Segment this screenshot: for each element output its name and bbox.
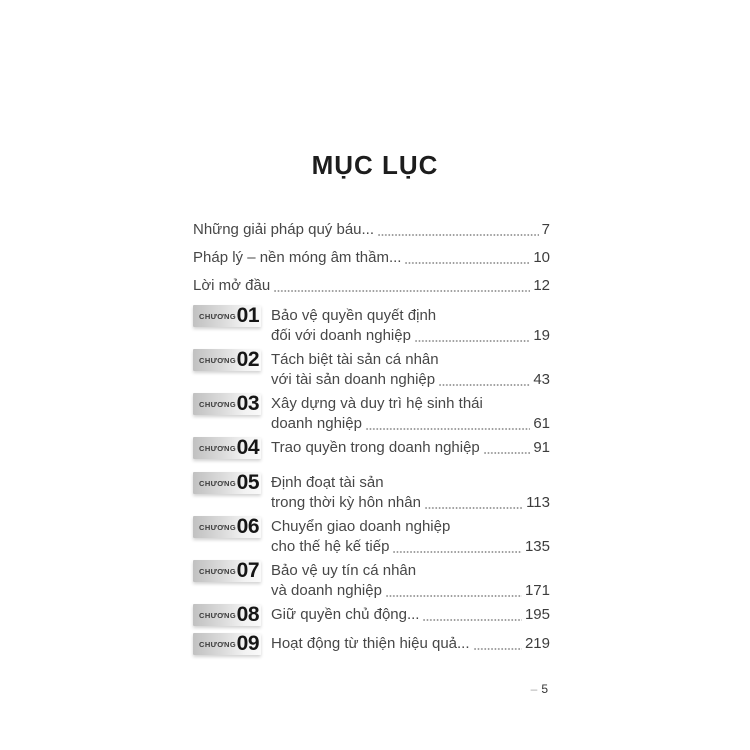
toc-entry-page-number: 7 [541, 221, 550, 238]
chapter-entry-content [271, 306, 550, 346]
dotted-leader [274, 276, 530, 296]
dotted-leader [378, 220, 539, 240]
chapter-number: 05 [236, 471, 259, 494]
chapter-title-line1: Tách biệt tài sản cá nhân [271, 351, 439, 368]
chapter-list [193, 306, 550, 655]
dotted-leader [474, 634, 522, 654]
chapter-number: 06 [236, 515, 259, 538]
chapter-page-number: 195 [524, 606, 550, 623]
chapter-badge [193, 604, 261, 626]
toc-entry-label: Lời mở đầu [193, 277, 271, 294]
chapter-number: 07 [236, 559, 259, 582]
chapter-entry-content [271, 517, 550, 557]
toc-entry [193, 220, 550, 240]
chapter-badge [193, 516, 261, 538]
chapter-title-line2: trong thời kỳ hôn nhân [271, 494, 421, 511]
page-title: MỤC LỤC [311, 150, 439, 180]
chapter-title-line2: và doanh nghiệp [271, 582, 382, 599]
chapter-title-line1: Hoạt động từ thiện hiệu quả... [271, 635, 470, 652]
dotted-leader [405, 248, 530, 268]
chapter-entry-content [271, 561, 550, 601]
chapter-page-number: 91 [533, 439, 550, 456]
chapter-word-label: CHƯƠNG [199, 610, 237, 620]
dotted-leader [393, 537, 522, 557]
chapter-badge [193, 437, 261, 459]
chapter-word-label: CHƯƠNG [199, 639, 237, 649]
dotted-leader [484, 438, 531, 458]
dotted-leader [366, 414, 530, 434]
chapter-page-number: 43 [533, 371, 550, 388]
chapter-entry-content [271, 634, 550, 655]
chapter-page-number: 135 [524, 538, 550, 555]
toc-entry [193, 248, 550, 268]
page-footer [531, 682, 548, 696]
chapter-entry [193, 394, 550, 434]
chapter-page-number: 219 [524, 635, 550, 652]
chapter-badge [193, 633, 261, 655]
chapter-entry-content [271, 438, 550, 459]
dotted-leader [439, 370, 530, 390]
chapter-entry [193, 561, 550, 601]
chapter-number: 03 [236, 392, 259, 415]
toc-entry-label: Những giải pháp quý báu... [193, 221, 375, 238]
chapter-word-label: CHƯƠNG [199, 478, 237, 488]
toc-entry-page-number: 12 [533, 277, 550, 294]
chapter-number: 08 [236, 603, 259, 626]
intro-list [193, 220, 550, 296]
chapter-title-line1: Định đoạt tài sản [271, 474, 384, 491]
chapter-entry [193, 517, 550, 557]
chapter-word-label: CHƯƠNG [199, 399, 237, 409]
chapter-entry-content [271, 350, 550, 390]
chapter-title-line1: Giữ quyền chủ động... [271, 606, 420, 623]
chapter-title-line1: Trao quyền trong doanh nghiệp [271, 439, 480, 456]
toc-entry [193, 276, 550, 296]
chapter-title-line1: Chuyển giao doanh nghiệp [271, 518, 451, 535]
chapter-number: 02 [236, 348, 259, 371]
chapter-page-number: 19 [533, 327, 550, 344]
chapter-title-line2: cho thế hệ kế tiếp [271, 538, 390, 555]
chapter-badge [193, 472, 261, 494]
chapter-badge [193, 560, 261, 582]
chapter-page-number: 171 [524, 582, 550, 599]
chapter-entry-content [271, 473, 550, 513]
dotted-leader [425, 493, 523, 513]
chapter-entry [193, 350, 550, 390]
toc-entry-label: Pháp lý – nền móng âm thầm... [193, 249, 402, 266]
chapter-word-label: CHƯƠNG [199, 311, 237, 321]
chapter-number: 01 [236, 304, 259, 327]
chapter-badge [193, 305, 261, 327]
table-of-contents [193, 220, 550, 655]
chapter-badge [193, 393, 261, 415]
chapter-entry [193, 605, 550, 626]
chapter-entry [193, 634, 550, 655]
chapter-title-line2: doanh nghiệp [271, 415, 362, 432]
chapter-number: 04 [236, 436, 259, 459]
chapter-word-label: CHƯƠNG [199, 355, 237, 365]
chapter-word-label: CHƯƠNG [199, 522, 237, 532]
dotted-leader [423, 605, 521, 625]
chapter-entry [193, 473, 550, 513]
chapter-page-number: 113 [526, 494, 550, 511]
chapter-number: 09 [236, 632, 259, 655]
chapter-word-label: CHƯƠNG [199, 443, 237, 453]
chapter-entry-content [271, 605, 550, 626]
chapter-badge [193, 349, 261, 371]
dotted-leader [415, 326, 530, 346]
dotted-leader [386, 581, 522, 601]
chapter-page-number: 61 [533, 415, 550, 432]
chapter-entry [193, 438, 550, 459]
chapter-entry [193, 306, 550, 346]
chapter-title-line1: Xây dựng và duy trì hệ sinh thái [271, 395, 483, 412]
footer-page-number: 5 [541, 682, 548, 696]
chapter-word-label: CHƯƠNG [199, 566, 237, 576]
chapter-title-line2: với tài sản doanh nghiệp [271, 371, 436, 388]
chapter-title-line1: Bảo vệ quyền quyết định [271, 307, 437, 324]
footer-dash: – [530, 682, 538, 696]
toc-entry-page-number: 10 [533, 249, 550, 266]
chapter-title-line1: Bảo vệ uy tín cá nhân [271, 562, 417, 579]
chapter-entry-content [271, 394, 550, 434]
chapter-title-line2: đối với doanh nghiệp [271, 327, 411, 344]
